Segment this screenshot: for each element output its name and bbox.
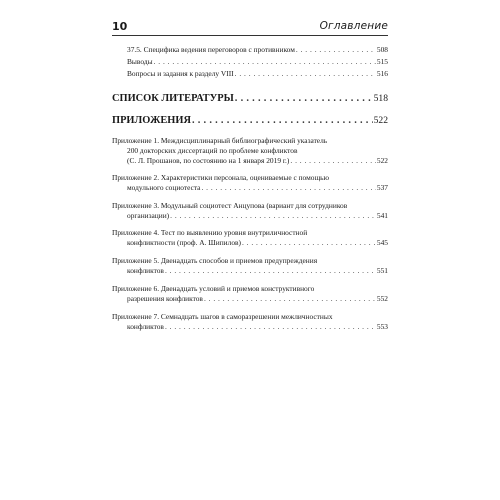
toc-entry-page: 515 xyxy=(376,57,388,66)
appendix-5-line-1[interactable] xyxy=(112,256,388,266)
toc-entry-page: 522 xyxy=(376,156,388,165)
toc-entry-title: 200 докторских диссертаций по проблеме конфликтов xyxy=(127,146,298,155)
appendix-3-line-2[interactable] xyxy=(127,211,388,221)
toc-entry[interactable] xyxy=(127,57,388,67)
toc-entry-page: 518 xyxy=(373,93,388,104)
toc-entry-page: 508 xyxy=(376,45,388,54)
toc-entry-page: 552 xyxy=(376,294,388,303)
leader-dots xyxy=(235,92,373,105)
appendix-1-line-1[interactable] xyxy=(112,136,388,146)
toc-entry-title: разрешения конфликтов xyxy=(127,294,203,303)
toc-entry[interactable] xyxy=(127,45,388,55)
toc-entry-title: Приложение 1. Междисциплинарный библиографический указатель xyxy=(112,136,328,145)
toc-entry[interactable] xyxy=(127,69,388,79)
toc-entry-title: Приложение 4. Тест по выявлению уровня внутриличностной xyxy=(112,228,308,237)
appendix-1-line-2[interactable] xyxy=(127,146,388,156)
toc-entry-page: 551 xyxy=(376,266,388,275)
leader-dots xyxy=(165,266,376,276)
appendix-7-line-1[interactable] xyxy=(112,312,388,322)
toc-entry-title: Приложение 2. Характеристики персонала, оцениваемые с помощью xyxy=(112,173,330,182)
leader-dots xyxy=(201,183,375,193)
toc-entry-title: конфликтов xyxy=(127,266,164,275)
appendix-2-line-2[interactable] xyxy=(127,183,388,193)
appendix-2-line-1[interactable] xyxy=(112,173,388,183)
leader-dots xyxy=(192,114,373,127)
toc-entry-bibliography[interactable] xyxy=(112,92,388,105)
toc-entry-title: конфликтов xyxy=(127,322,164,331)
toc-entry-title: Приложение 7. Семнадцать шагов в саморазрешении межличностных xyxy=(112,312,333,321)
toc-entry-title: Приложение 5. Двенадцать способов и приемов предупреждения xyxy=(112,256,318,265)
leader-dots xyxy=(235,69,376,79)
toc-entry-title: (С. Л. Прошанов, по состоянию на 1 января 2019 г.) xyxy=(127,156,290,165)
toc-entry-title: СПИСОК ЛИТЕРАТУРЫ xyxy=(112,93,234,104)
toc-entry-page: 522 xyxy=(373,115,388,126)
toc-entry-title: модульного социотеста xyxy=(127,183,201,192)
appendix-6-line-2[interactable] xyxy=(127,294,388,304)
toc-entry-title: 37.5. Специфика ведения переговоров с противником xyxy=(127,45,295,54)
toc-entry-title: организации) xyxy=(127,211,170,220)
toc-entry-page: 537 xyxy=(376,183,388,192)
appendix-5-line-2[interactable] xyxy=(127,266,388,276)
toc-entry-page: 541 xyxy=(376,211,388,220)
header-rule xyxy=(112,35,388,36)
toc-entry-title: конфликтности (проф. А. Шипилов) xyxy=(127,238,241,247)
appendix-1-line-3[interactable] xyxy=(127,156,388,166)
leader-dots xyxy=(204,294,376,304)
leader-dots xyxy=(154,57,376,67)
leader-dots xyxy=(165,322,376,332)
toc-entry-title: Приложение 6. Двенадцать условий и приемов конструктивного xyxy=(112,284,315,293)
toc-entry-page: 553 xyxy=(376,322,388,331)
leader-dots xyxy=(290,156,376,166)
leader-dots xyxy=(296,45,376,55)
appendix-4-line-1[interactable] xyxy=(112,228,388,238)
toc-entry-title: Приложение 3. Модульный социотест Анцупова (вариант для сотрудников xyxy=(112,201,348,210)
appendix-4-line-2[interactable] xyxy=(127,238,388,248)
toc-entry-title: ПРИЛОЖЕНИЯ xyxy=(112,115,191,126)
toc-entry-page: 545 xyxy=(376,238,388,247)
appendix-7-line-2[interactable] xyxy=(127,322,388,332)
running-header-title: Оглавление xyxy=(319,20,388,32)
appendix-6-line-1[interactable] xyxy=(112,284,388,294)
toc-entry-appendices[interactable] xyxy=(112,114,388,127)
toc-entry-title: Выводы xyxy=(127,57,153,66)
toc-entry-title: Вопросы и задания к разделу VIII xyxy=(127,69,234,78)
appendix-3-line-1[interactable] xyxy=(112,201,388,211)
toc-entry-page: 516 xyxy=(376,69,388,78)
page-number: 10 xyxy=(112,20,128,33)
leader-dots xyxy=(170,211,376,221)
leader-dots xyxy=(242,238,376,248)
